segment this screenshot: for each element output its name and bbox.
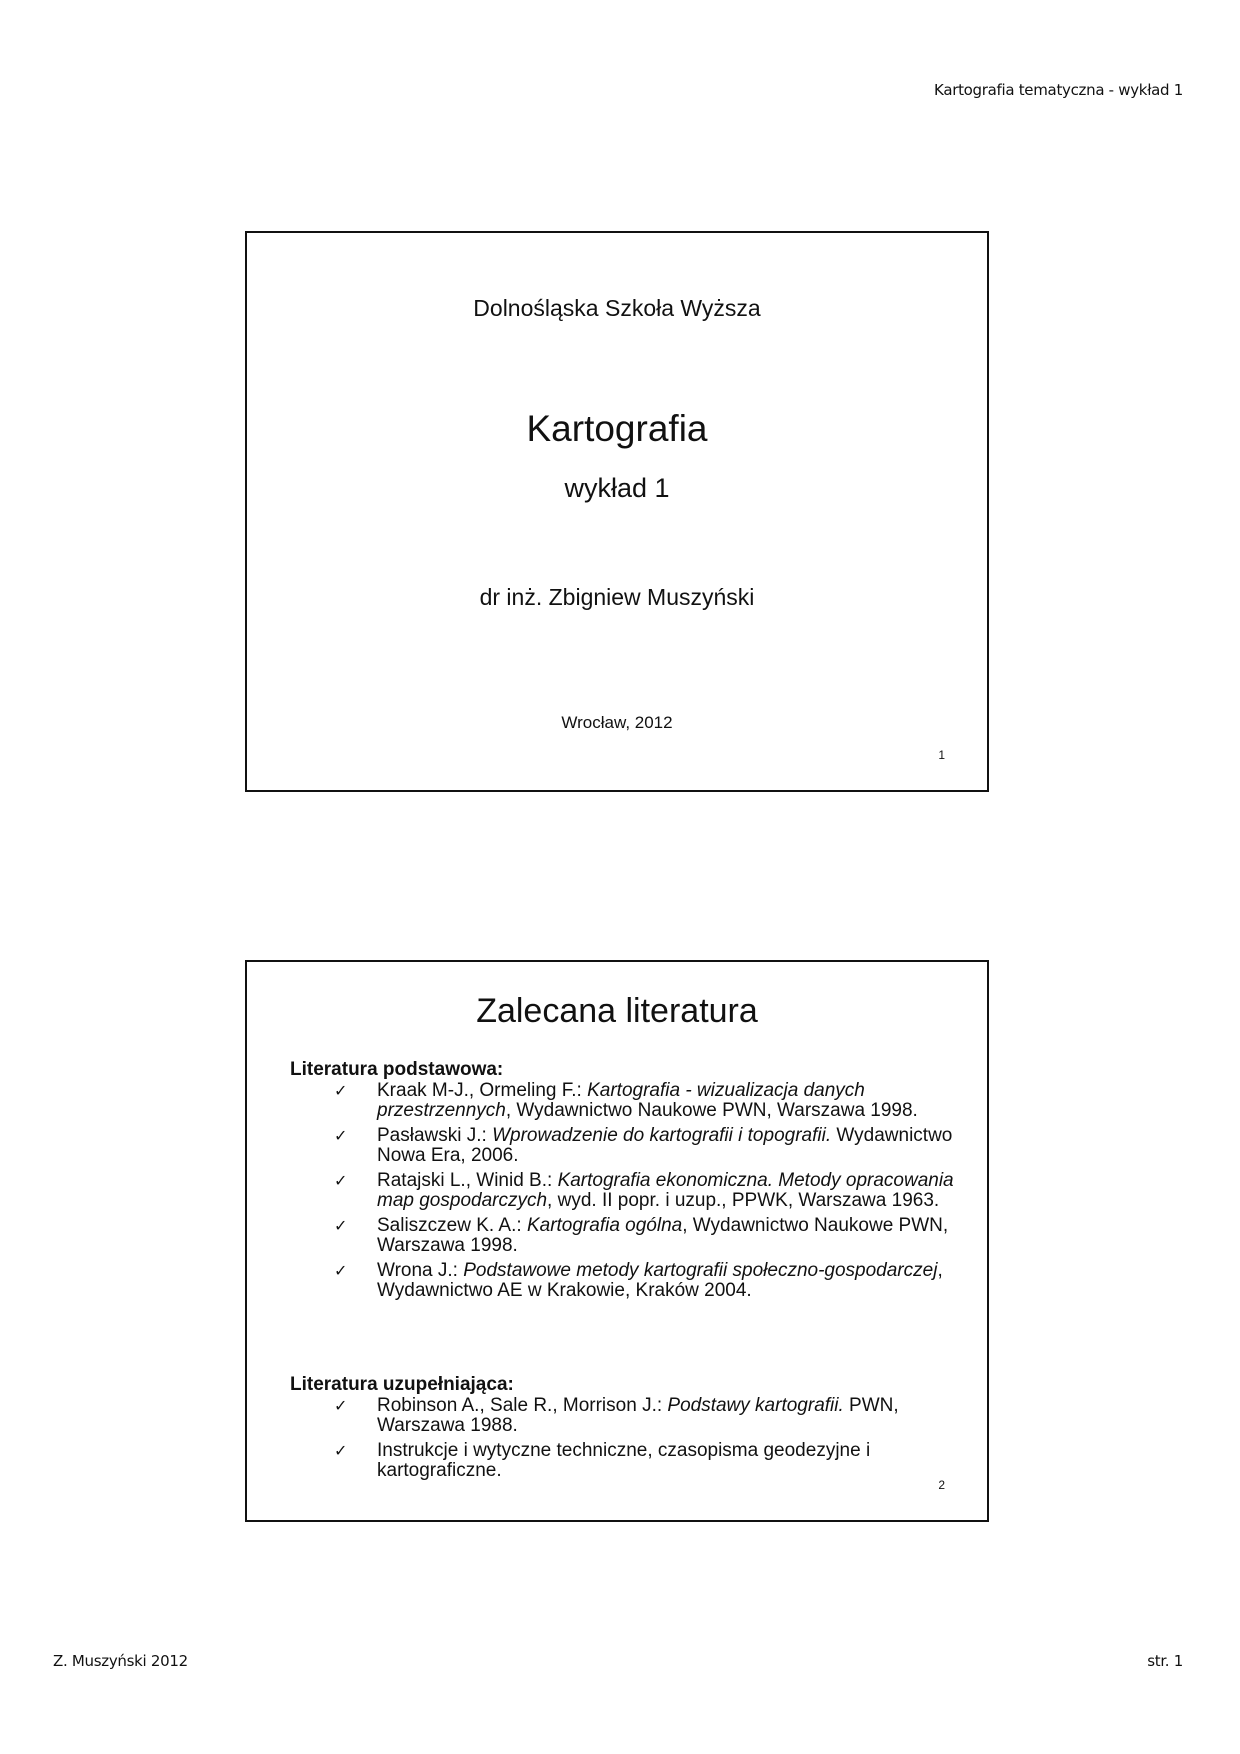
slide-number: 2 [938, 1478, 945, 1492]
reference-list [290, 1081, 957, 1301]
reference-title: Kartografia ogólna [526, 1215, 683, 1236]
page-header: Kartografia tematyczna - wykład 1 [934, 81, 1183, 99]
reference-item: ✓ Robinson A., Sale R., Morrison J.: Podstawy kartografii. PWN, Warszawa 1988. [334, 1395, 899, 1436]
section-heading: Literatura podstawowa: [290, 1059, 504, 1080]
reference-list [290, 1396, 957, 1481]
checkmark-icon: ✓ [334, 1216, 348, 1235]
slide-title [245, 231, 989, 792]
section-heading: Literatura uzupełniająca: [290, 1374, 514, 1395]
reference-item: ✓ Kraak M-J., Ormeling F.: Kartografia - wizualizacja danych przestrzennych, Wydawnictwo Naukowe PWN, Warszawa 1998. [334, 1080, 918, 1121]
reference-item: ✓ Saliszczew K. A.: Kartografia ogólna, Wydawnictwo Naukowe PWN, Warszawa 1998. [334, 1215, 949, 1256]
footer-page-number: str. 1 [1147, 1652, 1183, 1670]
slide-number: 1 [938, 748, 945, 762]
footer-author: Z. Muszyński 2012 [53, 1652, 188, 1670]
reference-item: ✓ Ratajski L., Winid B.: Kartografia ekonomiczna. Metody opracowania map gospodarczych, wyd. II popr. i uzup., PPWK, Warszawa 1963. [334, 1170, 954, 1211]
checkmark-icon: ✓ [334, 1441, 348, 1460]
place-year: Wrocław, 2012 [561, 713, 673, 732]
reference-title: Kartografia - wizualizacja danych przestrzennych [377, 1080, 865, 1121]
reference-item: ✓ Wrona J.: Podstawowe metody kartografii społeczno-gospodarczej, Wydawnictwo AE w Krakowie, Kraków 2004. [334, 1260, 943, 1301]
checkmark-icon: ✓ [334, 1171, 348, 1190]
reference-item: ✓ Instrukcje i wytyczne techniczne, czasopisma geodezyjne i kartograficzne. [334, 1440, 871, 1481]
slide-title-heading: Kartografia [526, 408, 708, 449]
reference-item: ✓ Pasławski J.: Wprowadzenie do kartografii i topografii. Wydawnictwo Nowa Era, 2006. [334, 1125, 953, 1166]
checkmark-icon: ✓ [334, 1081, 348, 1100]
reference-title: Podstawy kartografii. [667, 1395, 844, 1416]
checkmark-icon: ✓ [334, 1261, 348, 1280]
lecture-number: wykład 1 [564, 473, 670, 503]
checkmark-icon: ✓ [334, 1396, 348, 1415]
checkmark-icon: ✓ [334, 1126, 348, 1145]
reference-title: Wprowadzenie do kartografii i topografii. [492, 1125, 832, 1146]
supplementary-literature-section [290, 1374, 957, 1486]
basic-literature-section [290, 1059, 957, 1306]
reference-title: Podstawowe metody kartografii społeczno-gospodarczej [463, 1260, 938, 1281]
school-name: Dolnośląska Szkoła Wyższa [473, 295, 761, 321]
author-name: dr inż. Zbigniew Muszyński [479, 584, 755, 610]
slide-heading: Zalecana literatura [476, 992, 758, 1030]
reference-title: Kartografia ekonomiczna. Metody opracowania map gospodarczych [377, 1170, 954, 1211]
slide-literature [245, 960, 989, 1522]
